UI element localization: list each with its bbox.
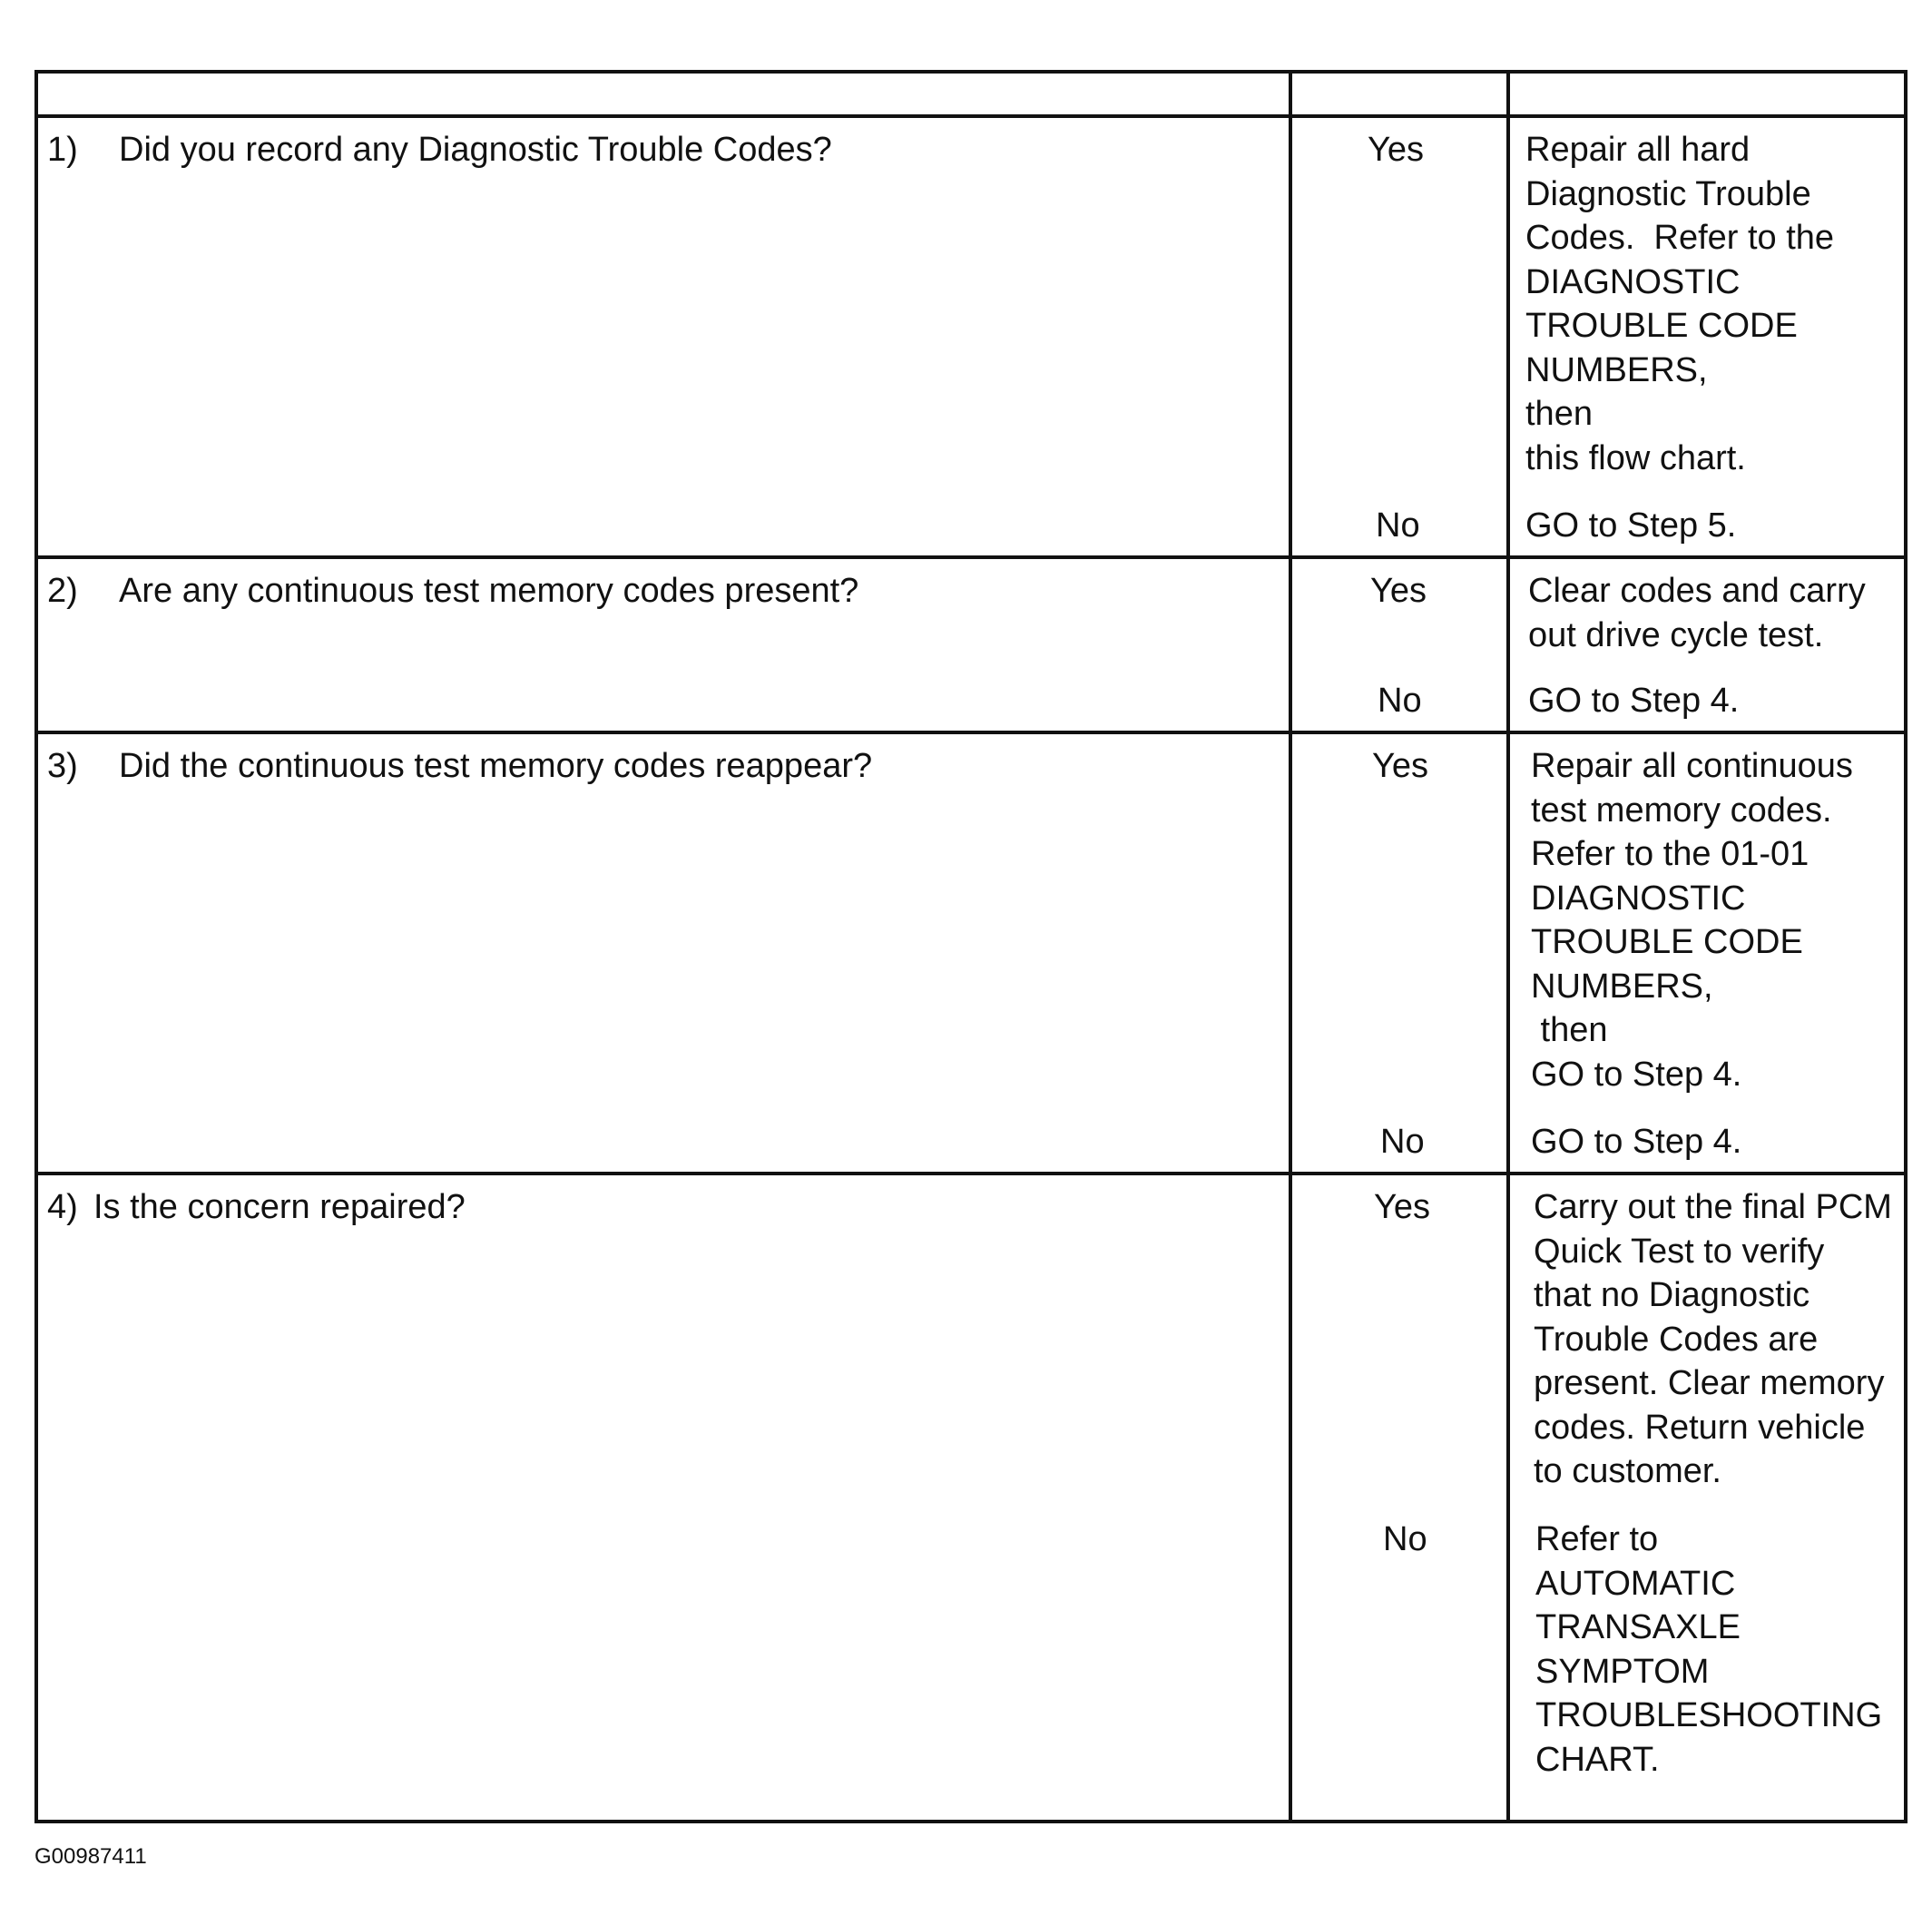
no-label: No [1376,506,1420,545]
figure-id: G00987411 [34,1844,147,1869]
yes-label: Yes [1370,572,1427,610]
row-divider-3 [34,1172,1907,1175]
yes-label: Yes [1368,131,1424,169]
no-action: GO to Step 4. [1531,1123,1742,1161]
header-row-divider [34,114,1907,118]
no-label: No [1378,682,1422,720]
yes-label: Yes [1374,1188,1430,1226]
column-divider-answer-action [1506,70,1510,1823]
yes-action: Repair all hard Diagnostic Trouble Codes. Refer to the DIAGNOSTIC TROUBLE CODE NUMBERS, then this flow chart. [1525,131,1835,477]
column-divider-question-answer [1289,70,1292,1823]
yes-action: Carry out the final PCM Quick Test to verify that no Diagnostic Trouble Codes are present. Clear memory codes. Return vehicle to customer. [1534,1188,1892,1490]
step-number: 1) [47,131,78,169]
no-label: No [1383,1520,1427,1558]
no-action: GO to Step 4. [1528,682,1740,720]
step-question: Did you record any Diagnostic Trouble Codes? [119,131,832,169]
no-label: No [1380,1123,1425,1161]
step-question: Is the concern repaired? [93,1188,466,1226]
no-action: GO to Step 5. [1525,506,1737,545]
row-divider-2 [34,731,1907,734]
row-divider-1 [34,555,1907,559]
yes-action: Clear codes and carry out drive cycle test. [1528,572,1866,654]
step-number: 4) [47,1188,78,1226]
step-question: Did the continuous test memory codes reappear? [119,747,873,785]
step-question: Are any continuous test memory codes present? [119,572,859,610]
yes-label: Yes [1372,747,1428,785]
step-number: 2) [47,572,78,610]
yes-action: Repair all continuous test memory codes. Refer to the 01-01 DIAGNOSTIC TROUBLE CODE NUMBERS, then GO to Step 4. [1531,747,1853,1094]
step-number: 3) [47,747,78,785]
no-action: Refer to AUTOMATIC TRANSAXLE SYMPTOM TROUBLESHOOTING CHART. [1535,1520,1883,1779]
